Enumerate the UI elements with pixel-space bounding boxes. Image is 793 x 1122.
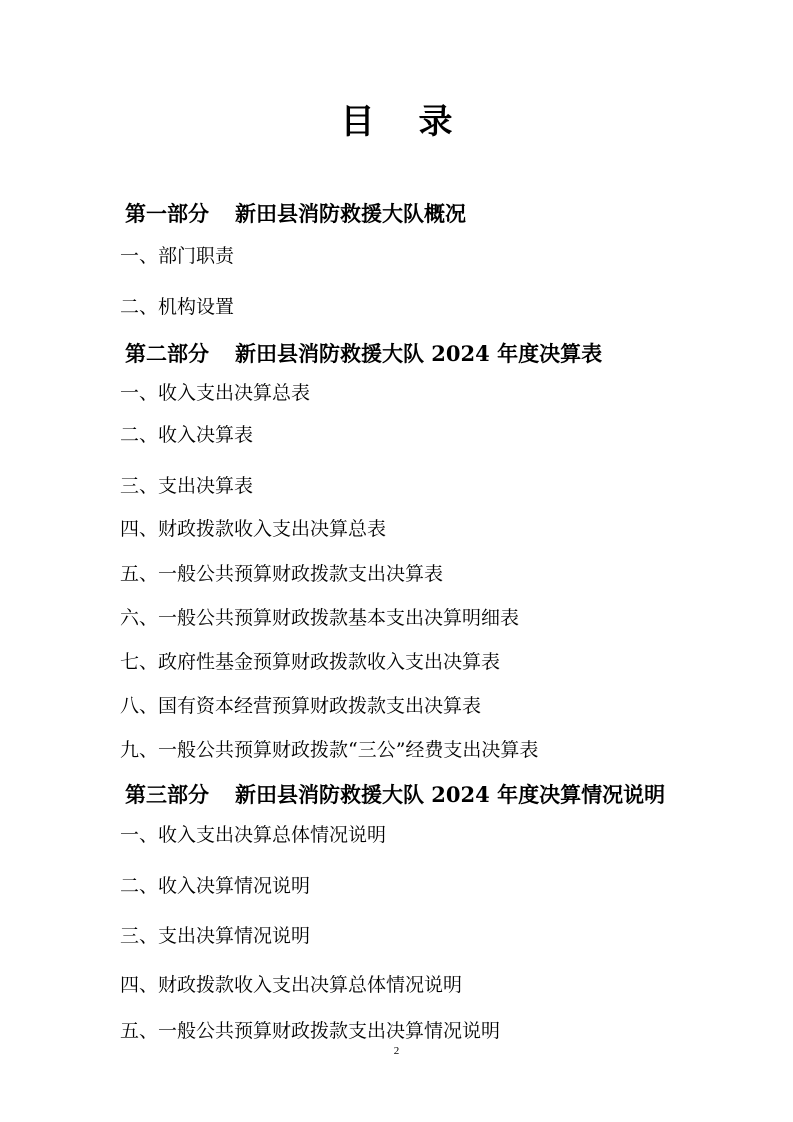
- toc-item[interactable]: 三、支出决算情况说明: [120, 925, 311, 947]
- section-part-label: 第一部分: [125, 201, 209, 226]
- toc-item[interactable]: 五、一般公共预算财政拨款支出决算情况说明: [120, 1020, 501, 1042]
- section-heading-part-3[interactable]: [125, 781, 665, 809]
- section-title: 新田县消防救援大队 2024 年度决算表: [235, 341, 603, 366]
- section-heading-part-2[interactable]: [125, 340, 602, 368]
- toc-item[interactable]: 四、财政拨款收入支出决算总表: [120, 518, 387, 540]
- toc-item[interactable]: 一、收入支出决算总体情况说明: [120, 824, 387, 846]
- page-number: 2: [393, 1045, 400, 1057]
- toc-item[interactable]: 七、政府性基金预算财政拨款收入支出决算表: [120, 651, 501, 673]
- section-part-label: 第二部分: [125, 341, 209, 366]
- section-heading-part-1[interactable]: [125, 200, 466, 228]
- toc-item[interactable]: 一、收入支出决算总表: [120, 382, 311, 404]
- toc-item[interactable]: 二、收入决算表: [120, 424, 254, 446]
- section-title: 新田县消防救援大队概况: [235, 201, 466, 226]
- toc-item[interactable]: 四、财政拨款收入支出决算总体情况说明: [120, 974, 463, 996]
- page-title: [0, 100, 793, 144]
- toc-item[interactable]: 六、一般公共预算财政拨款基本支出决算明细表: [120, 607, 520, 629]
- section-title: 新田县消防救援大队 2024 年度决算情况说明: [235, 782, 666, 807]
- title-char-1: 目: [340, 102, 375, 142]
- toc-item[interactable]: 一、部门职责: [120, 245, 235, 267]
- toc-item[interactable]: 二、收入决算情况说明: [120, 875, 311, 897]
- title-char-2: 录: [418, 102, 453, 142]
- toc-item[interactable]: 九、一般公共预算财政拨款“三公”经费支出决算表: [120, 739, 539, 761]
- section-part-label: 第三部分: [125, 782, 209, 807]
- toc-item[interactable]: 二、机构设置: [120, 296, 235, 318]
- toc-item[interactable]: 三、支出决算表: [120, 475, 254, 497]
- toc-item[interactable]: 八、国有资本经营预算财政拨款支出决算表: [120, 695, 482, 717]
- toc-item[interactable]: 五、一般公共预算财政拨款支出决算表: [120, 563, 444, 585]
